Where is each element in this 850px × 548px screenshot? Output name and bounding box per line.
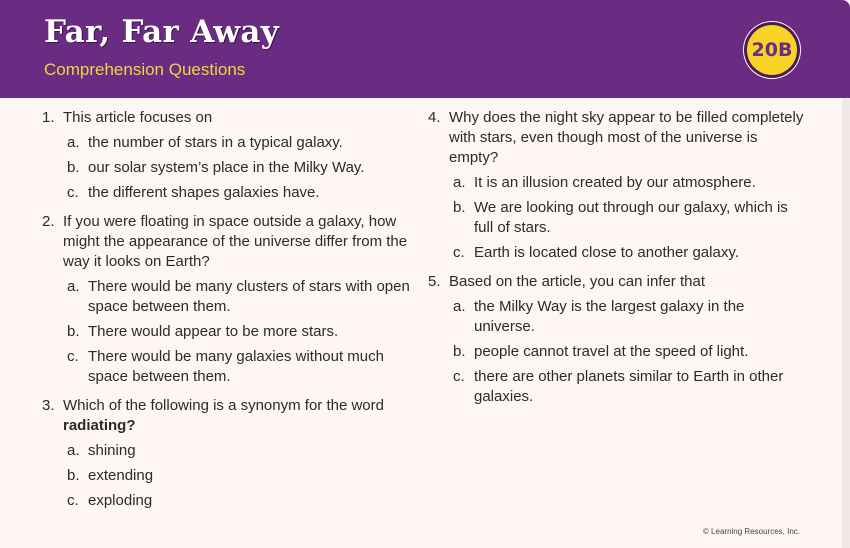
option-text: We are looking out through our galaxy, which is full of stars.: [474, 199, 788, 236]
option-letter: b.: [67, 159, 80, 176]
option-letter: a.: [67, 442, 80, 459]
question-3: [42, 396, 414, 511]
answer-option: [453, 173, 808, 193]
option-letter: c.: [67, 184, 79, 201]
option-text: extending: [88, 467, 154, 484]
option-text: the different shapes galaxies have.: [88, 184, 320, 201]
answer-option: [453, 243, 808, 263]
answer-option: [67, 133, 414, 153]
option-text: the Milky Way is the largest galaxy in the universe.: [474, 298, 745, 335]
option-letter: a.: [453, 174, 466, 191]
option-text: people cannot travel at the speed of light.: [474, 343, 749, 360]
option-text: It is an illusion created by our atmosphere.: [474, 174, 756, 191]
question-text: [63, 396, 414, 436]
question-text: Based on the article, you can infer that: [449, 273, 705, 290]
answer-option: [453, 367, 808, 407]
option-letter: c.: [453, 368, 465, 385]
answer-option: [67, 322, 414, 342]
answer-option: [67, 491, 414, 511]
answer-option: [453, 342, 808, 362]
answer-option: [67, 158, 414, 178]
answer-option: [67, 466, 414, 486]
option-text: There would appear to be more stars.: [88, 323, 339, 340]
option-letter: c.: [67, 492, 79, 509]
card-title: Far, Far Away: [44, 14, 280, 50]
option-letter: c.: [67, 348, 79, 365]
question-number: 3.: [42, 397, 55, 414]
question-number: 1.: [42, 109, 55, 126]
option-text: Earth is located close to another galaxy.: [474, 244, 739, 261]
option-letter: a.: [67, 278, 80, 295]
question-text-plain: Which of the following is a synonym for the word: [63, 397, 384, 414]
question-4: [428, 108, 808, 263]
answer-option: [67, 347, 414, 387]
option-letter: b.: [67, 323, 80, 340]
card-subtitle: Comprehension Questions: [44, 60, 246, 79]
option-letter: b.: [453, 343, 466, 360]
option-letter: c.: [453, 244, 465, 261]
card-header: [0, 0, 850, 98]
question-2: [42, 212, 414, 387]
question-1: [42, 108, 414, 203]
answer-option: [67, 441, 414, 461]
question-text: This article focuses on: [63, 109, 213, 126]
question-number: 2.: [42, 213, 55, 230]
option-text: There would be many galaxies without much space between them.: [88, 348, 384, 385]
answer-option: [453, 297, 808, 337]
option-letter: b.: [453, 199, 466, 216]
card-edge: [842, 98, 850, 548]
answer-option: [67, 277, 414, 317]
option-letter: b.: [67, 467, 80, 484]
option-text: the number of stars in a typical galaxy.: [88, 134, 343, 151]
question-keyword: radiating?: [63, 417, 136, 434]
copyright-notice: © Learning Resources, Inc.: [702, 527, 800, 536]
question-5: [428, 272, 808, 407]
option-text: There would be many clusters of stars with open space between them.: [88, 278, 410, 315]
question-number: 5.: [428, 273, 441, 290]
answer-option: [67, 183, 414, 203]
questions-left-column: [42, 108, 414, 520]
option-text: exploding: [88, 492, 153, 509]
question-text: If you were floating in space outside a galaxy, how might the appearance of the universe differ from the way it looks on Earth?: [63, 213, 408, 270]
card-number-badge: 20B: [744, 22, 800, 78]
option-letter: a.: [67, 134, 80, 151]
answer-option: [453, 198, 808, 238]
question-number: 4.: [428, 109, 441, 126]
option-text: shining: [88, 442, 136, 459]
option-letter: a.: [453, 298, 466, 315]
option-text: there are other planets similar to Earth in other galaxies.: [474, 368, 784, 405]
questions-right-column: [428, 108, 808, 416]
question-text: Why does the night sky appear to be filled completely with stars, even though most of the universe is empty?: [449, 109, 804, 166]
option-text: our solar system’s place in the Milky Way.: [88, 159, 365, 176]
